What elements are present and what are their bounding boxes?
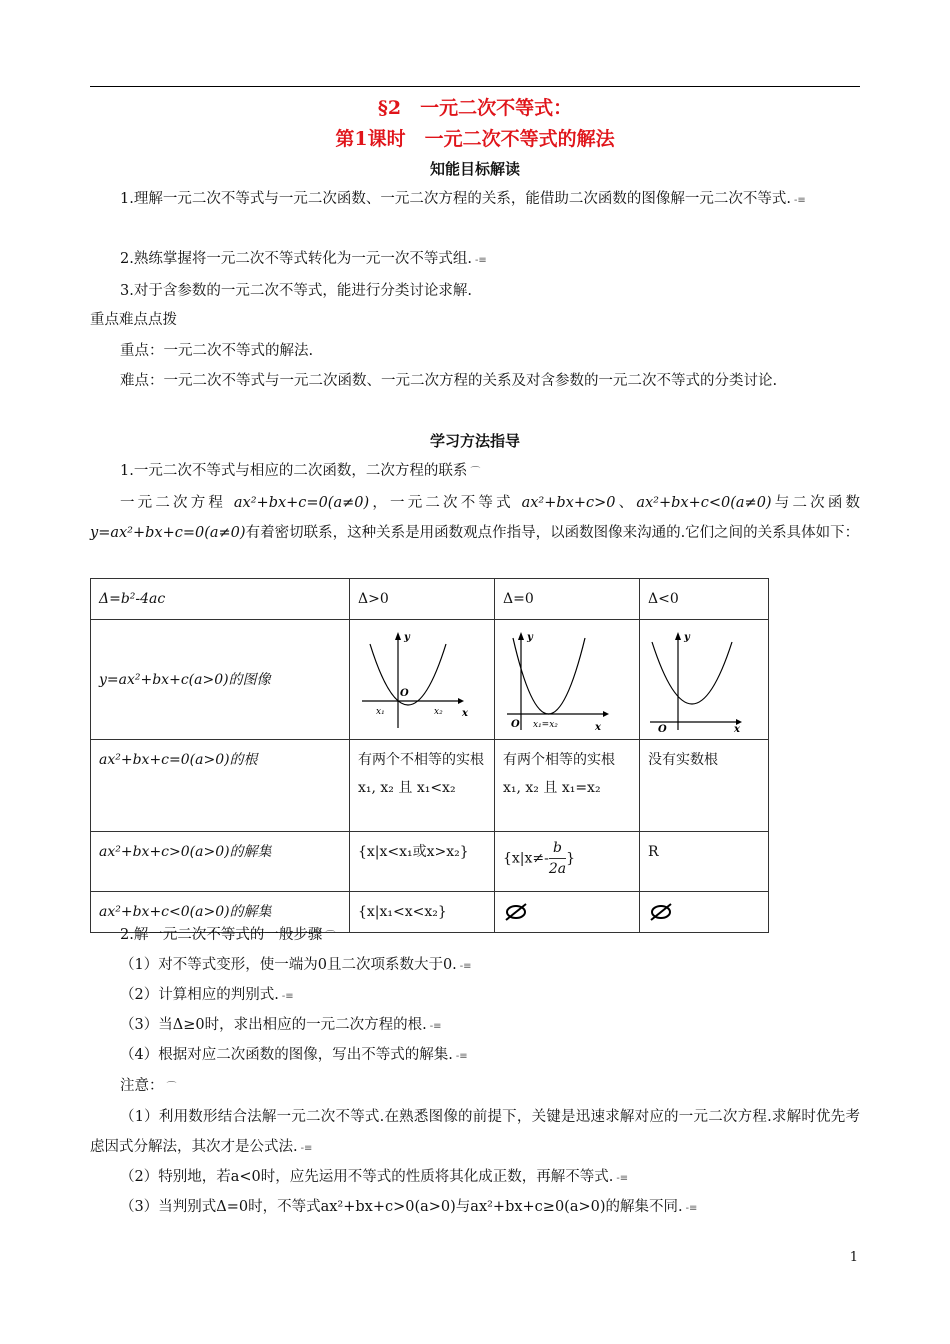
roots-none: 没有实数根 (640, 740, 769, 832)
method-2-title: 2.解一元二次不等式的一般步骤 ⌒ (120, 927, 336, 943)
method-1-title: 1.一元二次不等式与相应的二次函数，二次方程的联系 ⌒ (120, 463, 481, 479)
graph-cell-no-root (640, 620, 769, 740)
method-heading: 学习方法指导 (429, 432, 520, 450)
empty-set-icon (503, 903, 529, 921)
origin-label: O (400, 688, 409, 699)
method-1-intro: 一元二次方程 ax²+bx+c=0(a≠0)，一元二次不等式 ax²+bx+c>0、ax²+bx+c<0(a≠0)与二次函数 y=ax²+bx+c=0(a≠0)有着密切联系，这种关系是用函数观点作指导，以函数图像来沟通的.它们之间的关系具体如下： (90, 495, 861, 541)
step-3: （3）当Δ≥0时，求出相应的一元二次方程的根. -≡ (120, 1017, 442, 1033)
y-axis-label: y (404, 632, 410, 643)
goal-2: 2.熟练掌握将一元二次不等式转化为一元一次不等式组. -≡ (120, 251, 487, 267)
goal-1: 1.理解一元二次不等式与一元二次函数、一元二次方程的关系，能借助二次函数的图像解一元二次不等式. -≡ (120, 191, 806, 207)
comparison-table (90, 578, 769, 933)
roots-two-equal: 有两个相等的实根 x₁, x₂ 且 x₁=x₂ (495, 740, 640, 832)
goals-heading: 知能目标解读 (429, 160, 520, 178)
row-roots-label: ax²+bx+c=0(a>0)的根 (91, 740, 350, 832)
roots-two-distinct: 有两个不相等的实根 x₁, x₂ 且 x₁<x₂ (350, 740, 495, 832)
header-negative: Δ<0 (640, 579, 769, 620)
y-axis-label: y (684, 632, 690, 643)
double-root-label: x₁=x₂ (533, 720, 558, 730)
table-row-roots (91, 740, 769, 832)
x-axis-label: x (595, 722, 601, 732)
graph-cell-one-root (495, 620, 640, 740)
top-rule (90, 86, 860, 87)
fraction: $\frac{b}{2a}$ (548, 840, 567, 877)
step-4: （4）根据对应二次函数的图像，写出不等式的解集. -≡ (120, 1047, 468, 1063)
x-axis-label: x (734, 724, 740, 732)
table-row-greater (91, 832, 769, 892)
less-solution-two-roots: {x|x₁<x<x₂} (350, 892, 495, 933)
note-2: （2）特别地，若a<0时，应先运用不等式的性质将其化成正数，再解不等式. -≡ (120, 1169, 629, 1185)
header-zero: Δ=0 (495, 579, 640, 620)
parabola-one-root-graph (503, 626, 613, 732)
greater-solution-no-root: R (640, 832, 769, 892)
step-2: （2）计算相应的判别式. -≡ (120, 987, 294, 1003)
empty-set-icon (648, 903, 674, 921)
section-title: §2 一元二次不等式： (377, 97, 573, 119)
parabola-no-root-graph (648, 626, 748, 732)
root-x2-label: x₂ (434, 707, 443, 717)
row-graph-label: y=ax²+bx+c(a>0)的图像 (91, 620, 350, 740)
parabola-two-roots-graph (358, 626, 468, 732)
page-number: 1 (849, 1250, 858, 1265)
key-point: 重点：一元二次不等式的解法. (120, 343, 314, 359)
note-3: （3）当判别式Δ=0时，不等式ax²+bx+c>0(a>0)与ax²+bx+c≥0(a>0)的解集不同. -≡ (120, 1199, 698, 1215)
y-axis-label: y (527, 632, 533, 643)
x-axis-label: x (462, 708, 468, 719)
row-less-label: ax²+bx+c<0(a>0)的解集 (91, 892, 350, 933)
header-discriminant: Δ=b²-4ac (91, 579, 350, 620)
greater-solution-two-roots: {x|x<x₁或x>x₂} (350, 832, 495, 892)
step-1: （1）对不等式变形，使一端为0且二次项系数大于0. -≡ (120, 957, 472, 973)
lesson-title: 第1课时 一元二次不等式的解法 (335, 128, 615, 150)
row-greater-label: ax²+bx+c>0(a>0)的解集 (91, 832, 350, 892)
note-1: （1）利用数形结合法解一元二次不等式.在熟悉图像的前提下，关键是迅速求解对应的一元二次方程.求解时优先考虑因式分解法，其次才是公式法. -≡ (90, 1109, 860, 1155)
greater-solution-one-root: {x|x≠- $\frac{b}{2a}$ } (495, 832, 640, 892)
goal-3: 3.对于含参数的一元二次不等式，能进行分类讨论求解. (120, 283, 472, 299)
root-x1-label: x₁ (376, 707, 385, 717)
difficulty: 难点：一元二次不等式与一元二次函数、一元二次方程的关系及对含参数的一元二次不等式的分类讨论. (120, 373, 778, 389)
origin-label: O (511, 719, 520, 730)
graph-cell-two-roots (350, 620, 495, 740)
table-header-row (91, 579, 769, 620)
table-row-graph (91, 620, 769, 740)
origin-label: O (658, 724, 667, 732)
header-positive: Δ>0 (350, 579, 495, 620)
note-label: 注意： ⌒ (120, 1078, 177, 1094)
key-heading: 重点难点点拨 (90, 312, 177, 328)
